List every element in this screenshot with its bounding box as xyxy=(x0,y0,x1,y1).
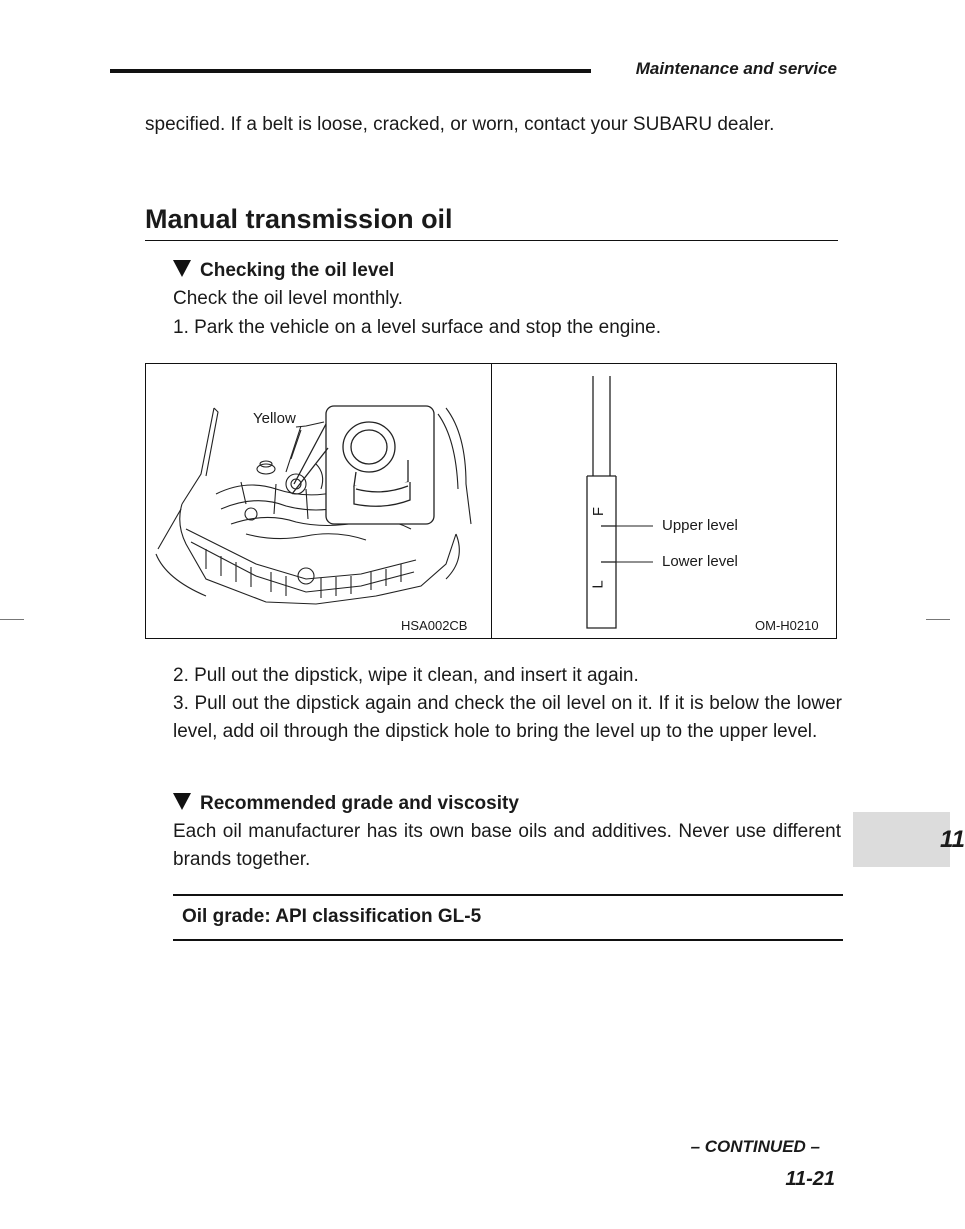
section-title: Maintenance and service xyxy=(635,59,837,78)
intro-paragraph: specified. If a belt is loose, cracked, or worn, contact your SUBARU dealer. xyxy=(145,114,775,135)
chapter-tab xyxy=(853,812,950,867)
figure-code-left: HSA002CB xyxy=(401,618,468,633)
page-number: 11-21 xyxy=(785,1168,835,1190)
main-heading: Manual transmission oil xyxy=(145,204,453,234)
yellow-callout-label: Yellow xyxy=(253,410,296,427)
grade-heading-text: Recommended grade and viscosity xyxy=(200,793,519,814)
grade-heading xyxy=(173,790,519,818)
step-3: 3. Pull out the dipstick again and check the oil level on it. If it is below the lower level, add oil through the dipstick hole to bring the level up to the upper level. xyxy=(173,693,842,742)
check-monthly-text: Check the oil level monthly. xyxy=(173,288,403,309)
dipstick-cap-inset xyxy=(292,406,434,524)
heading-rule xyxy=(145,240,838,241)
oil-grade-spec: Oil grade: API classification GL-5 xyxy=(182,906,482,927)
checking-heading-text: Checking the oil level xyxy=(200,260,395,281)
dipstick-f-mark: F xyxy=(590,506,608,517)
crop-mark-left xyxy=(0,619,24,620)
step-1: 1. Park the vehicle on a level surface and stop the engine. xyxy=(173,317,661,338)
chapter-tab-number: 11 xyxy=(940,826,965,853)
step-2: 2. Pull out the dipstick, wipe it clean, and insert it again. xyxy=(173,665,639,686)
dipstick-l-mark: L xyxy=(589,580,607,589)
figure-code-right: OM-H0210 xyxy=(755,618,819,633)
continued-label: – CONTINUED – xyxy=(690,1137,820,1156)
spec-bottom-rule xyxy=(173,939,843,941)
spec-top-rule xyxy=(173,894,843,896)
header-rule xyxy=(110,69,591,73)
crop-mark-right xyxy=(926,619,950,620)
figure-illustration xyxy=(146,364,836,638)
triangle-bullet-icon xyxy=(173,260,191,277)
lower-level-label: Lower level xyxy=(662,553,738,570)
checking-heading xyxy=(173,257,394,285)
grade-paragraph: Each oil manufacturer has its own base oils and additives. Never use different brands together. xyxy=(173,821,841,870)
upper-level-label: Upper level xyxy=(662,517,738,534)
dipstick-illustration xyxy=(587,376,653,628)
triangle-bullet-icon xyxy=(173,793,191,810)
